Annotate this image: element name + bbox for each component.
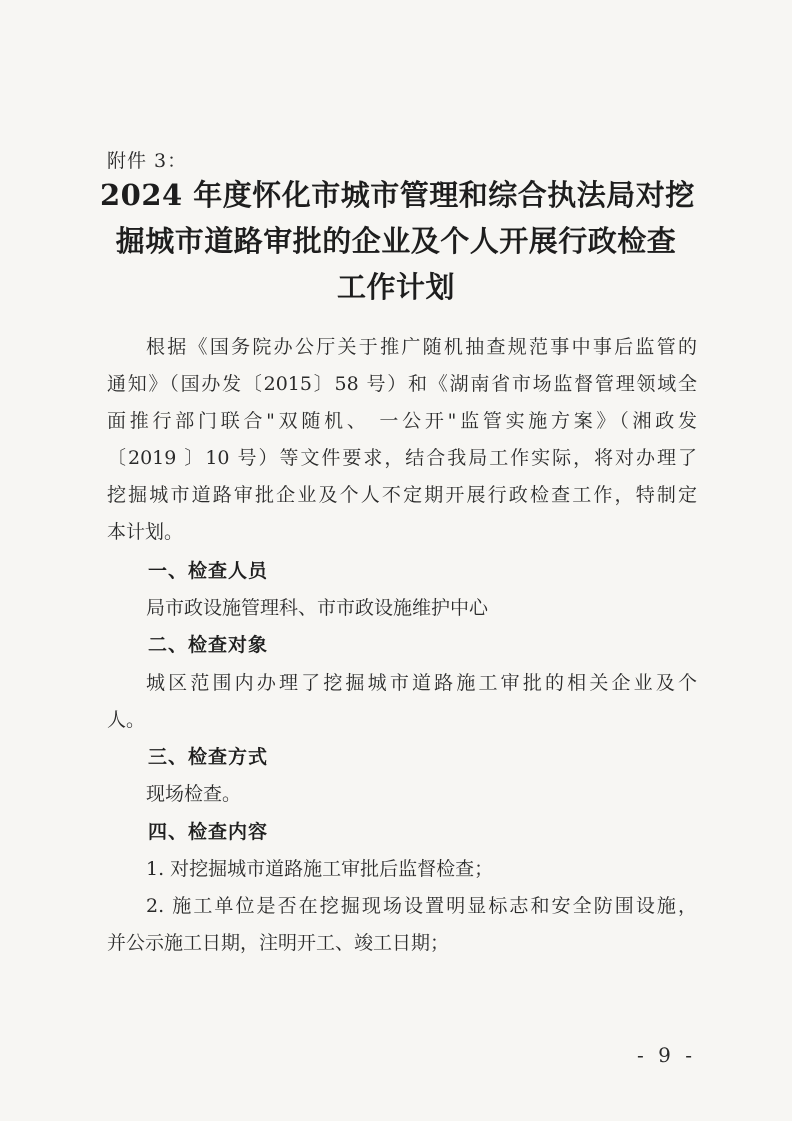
section-body-personnel: 局市政设施管理科、市市政设施维护中心	[146, 597, 489, 619]
section-body-targets-line-2: 人。	[107, 709, 146, 731]
intro-line-2: 通知》（国办发〔2015〕58 号）和《湖南省市场监督管理领域全	[107, 373, 697, 395]
page-number: - 9 -	[637, 1043, 696, 1067]
intro-line-4: 〔2019 〕10 号）等文件要求，结合我局工作实际，将对办理了	[107, 447, 697, 469]
title-line-2: 掘城市道路审批的企业及个人开展行政检查	[115, 224, 677, 258]
section-body-method: 现场检查。	[146, 783, 242, 805]
intro-line-5: 挖掘城市道路审批企业及个人不定期开展行政检查工作，特制定	[107, 484, 697, 506]
document-title	[100, 172, 695, 310]
title-line-1: 2024 年度怀化市城市管理和综合执法局对挖	[100, 178, 695, 212]
attachment-label: 附件 3：	[107, 150, 188, 172]
content-item-2-line-2: 并公示施工日期，注明开工、竣工日期；	[107, 932, 450, 954]
section-heading-content: 四、检查内容	[148, 821, 269, 843]
intro-line-1: 根据《国务院办公厅关于推广随机抽查规范事中事后监管的	[146, 336, 697, 358]
section-heading-targets: 二、检查对象	[148, 634, 269, 656]
content-item-1: 1. 对挖掘城市道路施工审批后监督检查；	[146, 858, 494, 880]
intro-line-6: 本计划。	[107, 521, 184, 543]
title-line-3: 工作计划	[336, 270, 455, 304]
content-item-2-line-1: 2. 施工单位是否在挖掘现场设置明显标志和安全防围设施，	[146, 895, 697, 917]
section-body-targets-line-1: 城区范围内办理了挖掘城市道路施工审批的相关企业及个	[146, 672, 697, 694]
section-heading-method: 三、检查方式	[148, 746, 269, 768]
intro-line-3: 面推行部门联合"双随机、 一公开"监管实施方案》（湘政发	[107, 410, 697, 432]
section-heading-personnel: 一、检查人员	[148, 560, 269, 582]
